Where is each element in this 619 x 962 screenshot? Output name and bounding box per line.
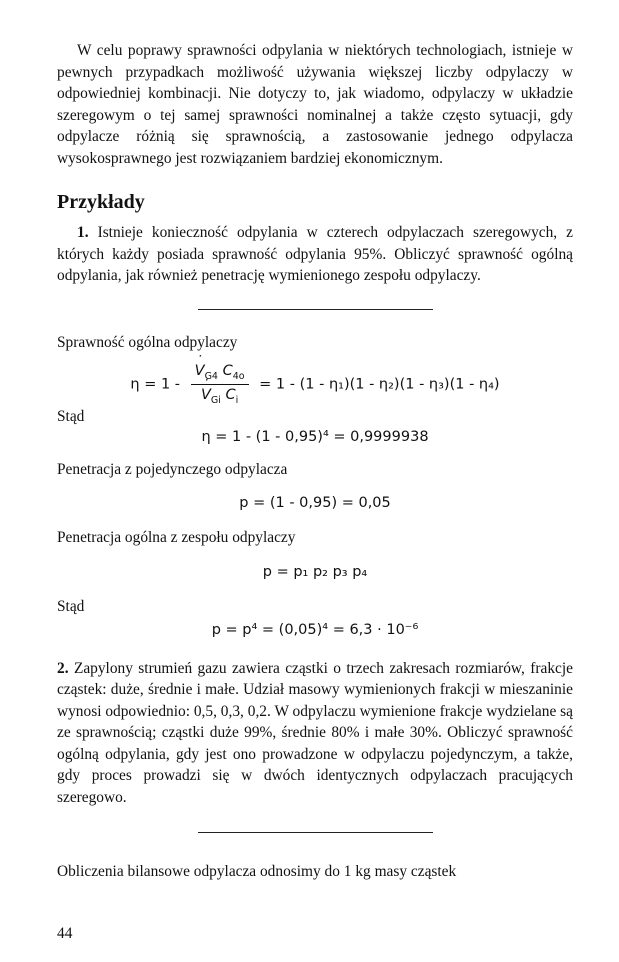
section-heading: Przykłady: [57, 191, 145, 213]
eq1-lhs: η = 1 -: [130, 376, 181, 393]
example-2: [57, 658, 573, 809]
example-1: [57, 222, 573, 287]
eq1-fraction: [191, 363, 249, 406]
equation-penetration-product: p = p₁ p₂ p₃ p₄: [262, 564, 368, 581]
example-2-number: 2.: [57, 659, 69, 677]
separator-rule: [198, 309, 433, 310]
stad-2: Stąd: [57, 598, 85, 616]
intro-paragraph: W celu poprawy sprawności odpylania w niektórych technologiach, istnieje w pewnych przypadkach możliwość używania większej liczby odpylaczy w odpowiedniej kombinacji. Nie dotyczy to, jak wiadomo, odpylaczy w układzie szeregowym o tej samej sprawności nominalnej a także często sytuacji, gdy odpylacze różnią się sprawnością, a zastosowanie jednego odpylacza wysokosprawnego jest rozwiązaniem bardziej ekonomicznym.: [57, 42, 573, 167]
page-body: [57, 40, 573, 883]
equation-penetration-result: p = p⁴ = (0,05)⁴ = 6,3 · 10⁻⁶: [211, 621, 419, 638]
example-1-number: 1.: [77, 224, 89, 241]
example-2-text: Zapylony strumień gazu zawiera cząstki o trzech zakresach rozmiarów, frakcje cząstek: duże, średnie i małe. Udział masowy wymienionych frakcji w mieszaninie wynosi odpowiednio: 0,5, 0,3, 0,2. W odpylaczu wymienione frakcje wydzielane są ze sprawnością; cząstki duże 99%, średnie 80% i małe 30%. Obliczyć sprawność ogólną odpylania, gdy jest ono prowadzone w odpylaczu pojedynczym, a także, gdy proces prowadzi się w dwóch identycznych odpylaczach pracujących szeregowo.: [57, 659, 573, 806]
equation-efficiency: [57, 363, 573, 406]
closing-line: Obliczenia bilansowe odpylacza odnosimy do 1 kg masy cząstek: [57, 863, 457, 881]
equation-penetration-single: p = (1 - 0,95) = 0,05: [239, 494, 391, 511]
separator-rule-2: [198, 832, 433, 833]
stad-1: Stąd: [57, 407, 85, 425]
label-penetration-single: Penetracja z pojedynczego odpylacza: [57, 461, 288, 479]
equation-eta-result: η = 1 - (1 - 0,95)⁴ = 0,9999938: [201, 429, 429, 446]
eq1-numerator: V $˙_{G4}$ $C_{4o}$: [191, 363, 249, 385]
page-number: 44: [57, 925, 73, 942]
eq1-denominator: V $˙_{Gi}$ $C_i$: [191, 385, 249, 406]
label-efficiency: Sprawność ogólna odpylaczy: [57, 333, 238, 351]
label-penetration-total: Penetracja ogólna z zespołu odpylaczy: [57, 528, 296, 546]
eq1-rhs: = 1 - (1 - η₁)(1 - η₂)(1 - η₃)(1 - η₄): [259, 376, 500, 393]
example-1-text: Istnieje konieczność odpylania w czterech odpylaczach szeregowych, z których każdy posiada sprawność odpylania 95%. Obliczyć sprawność ogólną odpylania, jak również penetrację wymienionego zespołu odpylaczy.: [57, 224, 573, 284]
